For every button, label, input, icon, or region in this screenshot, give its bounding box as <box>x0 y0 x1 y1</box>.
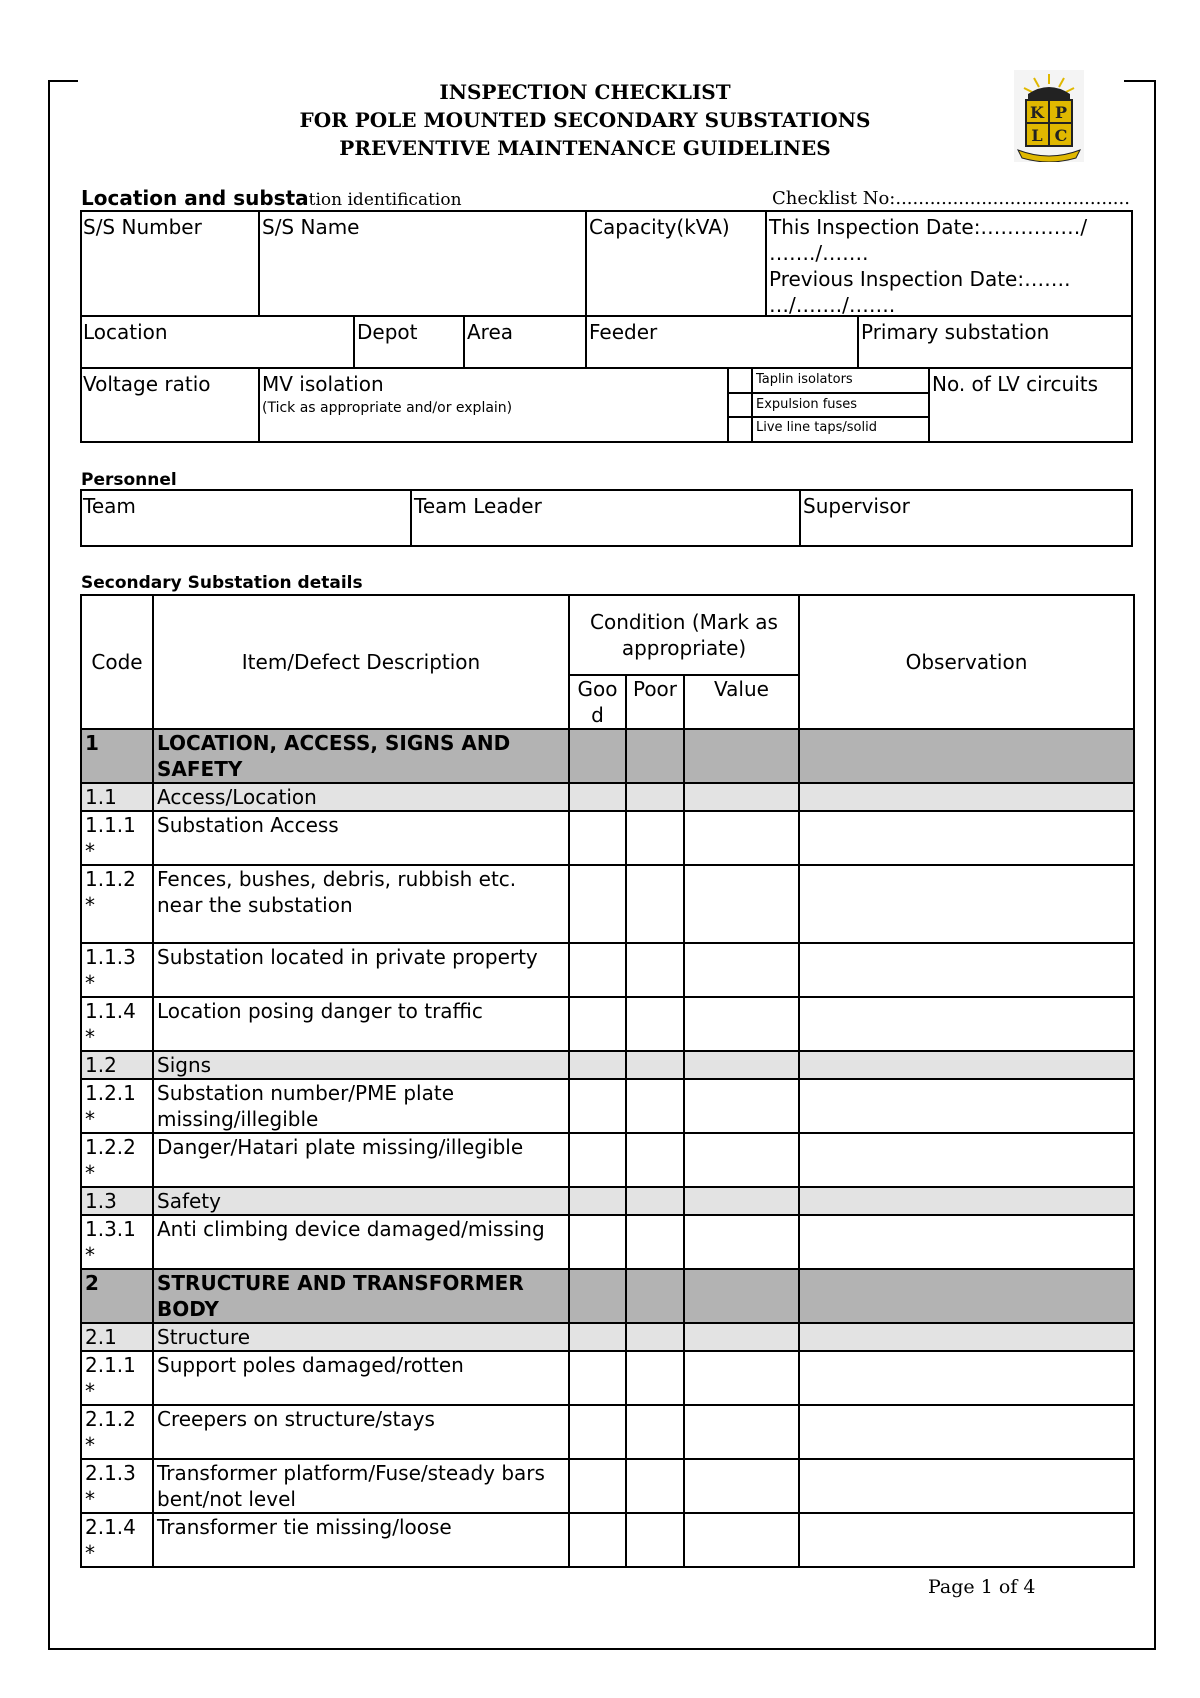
row-code: 1.1 <box>81 783 153 811</box>
row-code: 1.1.3 * <box>81 943 153 997</box>
hline <box>727 392 929 394</box>
observation-cell <box>799 1269 1134 1323</box>
col-value-header: Value <box>684 675 799 729</box>
observation-cell[interactable] <box>799 1459 1134 1513</box>
observation-cell <box>799 783 1134 811</box>
good-cell[interactable] <box>569 811 626 865</box>
observation-cell[interactable] <box>799 1133 1134 1187</box>
observation-cell <box>799 1323 1134 1351</box>
value-cell <box>684 1323 799 1351</box>
row-description: Access/Location <box>153 783 569 811</box>
location-field[interactable]: Location <box>83 320 168 344</box>
row-code: 1.2.1 * <box>81 1079 153 1133</box>
supervisor-field[interactable]: Supervisor <box>803 494 910 518</box>
row-description: Safety <box>153 1187 569 1215</box>
good-cell <box>569 729 626 783</box>
table-row <box>81 1459 1134 1513</box>
section-row <box>81 729 1134 783</box>
good-cell <box>569 1323 626 1351</box>
ss-name-field[interactable]: S/S Name <box>262 215 360 239</box>
good-cell[interactable] <box>569 1351 626 1405</box>
row-code: 2 <box>81 1269 153 1323</box>
poor-cell[interactable] <box>626 997 684 1051</box>
value-cell[interactable] <box>684 943 799 997</box>
expulsion-fuses-label: Expulsion fuses <box>756 397 858 412</box>
good-cell[interactable] <box>569 943 626 997</box>
col-item-header: Item/Defect Description <box>153 595 569 729</box>
depot-field[interactable]: Depot <box>357 320 418 344</box>
observation-cell[interactable] <box>799 1351 1134 1405</box>
live-line-checkbox[interactable] <box>729 418 751 440</box>
area-field[interactable]: Area <box>467 320 514 344</box>
observation-cell[interactable] <box>799 811 1134 865</box>
poor-cell[interactable] <box>626 865 684 943</box>
row-code: 2.1.2 * <box>81 1405 153 1459</box>
col-observation-header: Observation <box>799 595 1134 729</box>
good-cell <box>569 1269 626 1323</box>
details-body <box>81 729 1134 1567</box>
table-row <box>81 997 1134 1051</box>
row-code: 1.3.1 * <box>81 1215 153 1269</box>
logo-letter-k: K <box>1030 103 1044 122</box>
table-row <box>81 1079 1134 1133</box>
primary-substation-field[interactable]: Primary substation <box>861 320 1050 344</box>
row-description: Structure <box>153 1323 569 1351</box>
good-cell <box>569 783 626 811</box>
subsection-row <box>81 783 1134 811</box>
team-field[interactable]: Team <box>83 494 136 518</box>
row-description: STRUCTURE AND TRANSFORMER BODY <box>153 1269 569 1323</box>
poor-cell <box>626 1323 684 1351</box>
value-cell[interactable] <box>684 1079 799 1133</box>
col-poor-header: Poor <box>626 675 684 729</box>
mv-isolation-note: (Tick as appropriate and/or explain) <box>262 400 513 416</box>
capacity-field[interactable]: Capacity(kVA) <box>589 215 730 239</box>
row-code: 1.2.2 * <box>81 1133 153 1187</box>
expulsion-checkbox[interactable] <box>729 394 751 416</box>
live-line-taps-label: Live line taps/solid <box>756 420 877 435</box>
good-cell[interactable] <box>569 1405 626 1459</box>
table-row <box>81 1133 1134 1187</box>
observation-cell <box>799 1187 1134 1215</box>
table-row <box>81 811 1134 865</box>
taplin-checkbox[interactable] <box>729 369 751 391</box>
row-description: Transformer tie missing/loose <box>153 1513 569 1567</box>
subsection-row <box>81 1187 1134 1215</box>
poor-cell[interactable] <box>626 811 684 865</box>
observation-cell[interactable] <box>799 1405 1134 1459</box>
observation-cell[interactable] <box>799 943 1134 997</box>
value-cell <box>684 1187 799 1215</box>
row-description: Signs <box>153 1051 569 1079</box>
row-code: 1.1.2 * <box>81 865 153 943</box>
section-row <box>81 1269 1134 1323</box>
observation-cell <box>799 1051 1134 1079</box>
table-row <box>81 1215 1134 1269</box>
row-code: 1.3 <box>81 1187 153 1215</box>
checklist-number: Checklist No:......................................... <box>772 188 1130 209</box>
poor-cell[interactable] <box>626 1459 684 1513</box>
value-cell[interactable] <box>684 1351 799 1405</box>
logo-letter-p: P <box>1054 103 1068 122</box>
title-line-3: PREVENTIVE MAINTENANCE GUIDELINES <box>339 136 831 160</box>
row-description: Support poles damaged/rotten <box>153 1351 569 1405</box>
row-code: 2.1 <box>81 1323 153 1351</box>
observation-cell[interactable] <box>799 1215 1134 1269</box>
this-inspection-date-field[interactable]: This Inspection Date:……………/ ……./……. <box>769 215 1088 265</box>
observation-cell[interactable] <box>799 1513 1134 1567</box>
details-heading: Secondary Substation details <box>81 573 363 593</box>
value-cell[interactable] <box>684 1405 799 1459</box>
row-description: Substation number/PME plate missing/illegible <box>153 1079 569 1133</box>
observation-cell[interactable] <box>799 865 1134 943</box>
row-description: Anti climbing device damaged/missing <box>153 1215 569 1269</box>
poor-cell[interactable] <box>626 1133 684 1187</box>
title-line-2: FOR POLE MOUNTED SECONDARY SUBSTATIONS <box>299 108 871 132</box>
poor-cell <box>626 1187 684 1215</box>
subsection-row <box>81 1051 1134 1079</box>
vline <box>751 367 753 443</box>
table-row <box>81 943 1134 997</box>
poor-cell[interactable] <box>626 1079 684 1133</box>
row-description: LOCATION, ACCESS, SIGNS AND SAFETY <box>153 729 569 783</box>
previous-inspection-date-field[interactable]: Previous Inspection Date:……. …/……./……. <box>769 267 1071 317</box>
document-title <box>0 78 1170 162</box>
row-code: 1.1.1 * <box>81 811 153 865</box>
row-code: 1.2 <box>81 1051 153 1079</box>
good-cell[interactable] <box>569 1215 626 1269</box>
good-cell <box>569 1051 626 1079</box>
value-cell[interactable] <box>684 1459 799 1513</box>
value-cell[interactable] <box>684 811 799 865</box>
taplin-isolators-label: Taplin isolators <box>756 372 853 387</box>
personnel-heading: Personnel <box>81 470 177 490</box>
observation-cell <box>799 729 1134 783</box>
row-code: 2.1.3 * <box>81 1459 153 1513</box>
poor-cell <box>626 783 684 811</box>
row-description: Substation located in private property <box>153 943 569 997</box>
mv-isolation-label: MV isolation <box>262 372 384 396</box>
poor-cell[interactable] <box>626 1351 684 1405</box>
poor-cell <box>626 1269 684 1323</box>
value-cell[interactable] <box>684 1215 799 1269</box>
value-cell[interactable] <box>684 865 799 943</box>
row-code: 2.1.1 * <box>81 1351 153 1405</box>
poor-cell[interactable] <box>626 1405 684 1459</box>
observation-cell[interactable] <box>799 997 1134 1051</box>
kplc-logo <box>1014 70 1084 162</box>
poor-cell <box>626 729 684 783</box>
team-leader-field[interactable]: Team Leader <box>414 494 542 518</box>
poor-cell[interactable] <box>626 1513 684 1567</box>
voltage-ratio-field[interactable]: Voltage ratio <box>83 372 211 396</box>
feeder-field[interactable]: Feeder <box>589 320 658 344</box>
table-row <box>81 1513 1134 1567</box>
value-cell <box>684 1269 799 1323</box>
table-row <box>81 865 1134 943</box>
value-cell[interactable] <box>684 1513 799 1567</box>
logo-letter-l: L <box>1031 126 1043 145</box>
good-cell[interactable] <box>569 1459 626 1513</box>
subsection-row <box>81 1323 1134 1351</box>
row-description: Danger/Hatari plate missing/illegible <box>153 1133 569 1187</box>
value-cell[interactable] <box>684 1133 799 1187</box>
lv-circuits-field[interactable]: No. of LV circuits <box>932 372 1099 396</box>
good-cell[interactable] <box>569 865 626 943</box>
poor-cell[interactable] <box>626 943 684 997</box>
col-condition-header: Condition (Mark as appropriate) <box>569 595 799 675</box>
page-number: Page 1 of 4 <box>928 1576 1036 1598</box>
good-cell[interactable] <box>569 1513 626 1567</box>
row-description: Substation Access <box>153 811 569 865</box>
row-description: Location posing danger to traffic <box>153 997 569 1051</box>
good-cell <box>569 1187 626 1215</box>
good-cell[interactable] <box>569 997 626 1051</box>
table-row <box>81 1405 1134 1459</box>
title-line-1: INSPECTION CHECKLIST <box>439 80 731 104</box>
location-heading <box>81 186 462 210</box>
value-cell <box>684 729 799 783</box>
good-cell[interactable] <box>569 1133 626 1187</box>
row-description: Transformer platform/Fuse/steady bars bent/not level <box>153 1459 569 1513</box>
row-code: 2.1.4 * <box>81 1513 153 1567</box>
value-cell <box>684 1051 799 1079</box>
poor-cell <box>626 1051 684 1079</box>
value-cell <box>684 783 799 811</box>
row-description: Creepers on structure/stays <box>153 1405 569 1459</box>
row-code: 1.1.4 * <box>81 997 153 1051</box>
observation-cell[interactable] <box>799 1079 1134 1133</box>
ss-number-field[interactable]: S/S Number <box>83 215 202 239</box>
row-description: Fences, bushes, debris, rubbish etc. near the substation <box>153 865 569 943</box>
poor-cell[interactable] <box>626 1215 684 1269</box>
good-cell[interactable] <box>569 1079 626 1133</box>
location-heading-bold: Location and substa <box>81 186 309 210</box>
col-code-header: Code <box>81 595 153 729</box>
value-cell[interactable] <box>684 997 799 1051</box>
row-code: 1 <box>81 729 153 783</box>
location-heading-rest: tion identification <box>308 190 462 210</box>
logo-letter-c: C <box>1054 126 1068 145</box>
details-table <box>80 594 1135 1568</box>
col-good-header: Goo d <box>569 675 626 729</box>
table-row <box>81 1351 1134 1405</box>
